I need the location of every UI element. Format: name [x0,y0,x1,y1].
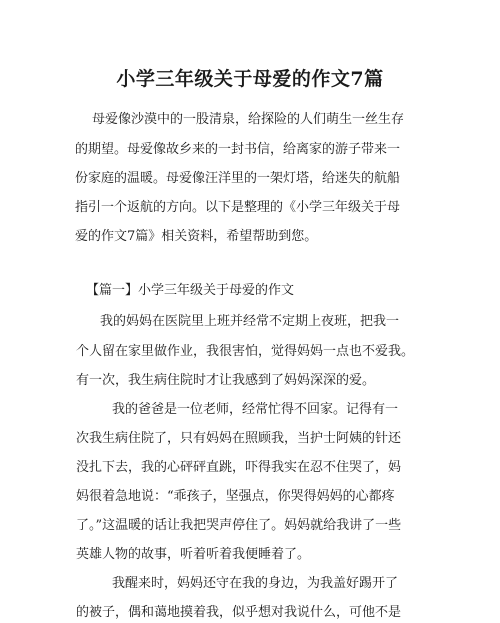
body-line: 我醒来时，妈妈还守在我的身边，为我盖好踢开了 [112,576,399,591]
body-line: 个人留在家里做作业，我很害怕，觉得妈妈一点也不爱我。 [76,344,415,359]
body-line: 的被子，偶和蔼地摸着我，似乎想对我说什么，可他不是 [76,605,402,620]
body-line: 我的妈妈在医院里上班并经常不定期上夜班，把我一 [100,314,400,329]
intro-line: 的期望。母爱像故乡来的一封书信，给离家的游子带来一 [75,142,401,157]
body-line: 次我生病住院了，只有妈妈在照顾我，当护士阿姨的针还 [76,431,402,446]
body-line: 我的爸爸是一位老师，经常忙得不回家。记得有一 [112,402,399,417]
body-line: 英雄人物的故事，听着听着我便睡着了。 [76,547,311,562]
body-line: 有一次，我生病住院时才让我感到了妈妈深深的爱。 [76,373,376,388]
intro-line: 指引一个返航的方向。以下是整理的《小学三年级关于母 [75,200,401,215]
intro-line: 爱的作文7篇》相关资料，希望帮助到您。 [75,229,318,244]
intro-line: 母爱像沙漠中的一股清泉，给探险的人们萌生一丝生存 [92,112,405,127]
body-line: 没扎下去，我的心砰砰直跳，吓得我实在忍不住哭了，妈 [76,460,402,475]
page-title: 小学三年级关于母爱的作文7篇 [116,68,384,90]
intro-line: 份家庭的温暖。母爱像汪洋里的一架灯塔，给迷失的航船 [75,171,401,186]
body-line: 了。”这温暖的话让我把哭声停住了。妈妈就给我讲了一些 [76,518,402,533]
body-line: 妈很着急地说：“乖孩子，坚强点，你哭得妈妈的心都疼 [76,489,395,504]
section-heading: 【篇一】小学三年级关于母爱的作文 [86,283,295,298]
